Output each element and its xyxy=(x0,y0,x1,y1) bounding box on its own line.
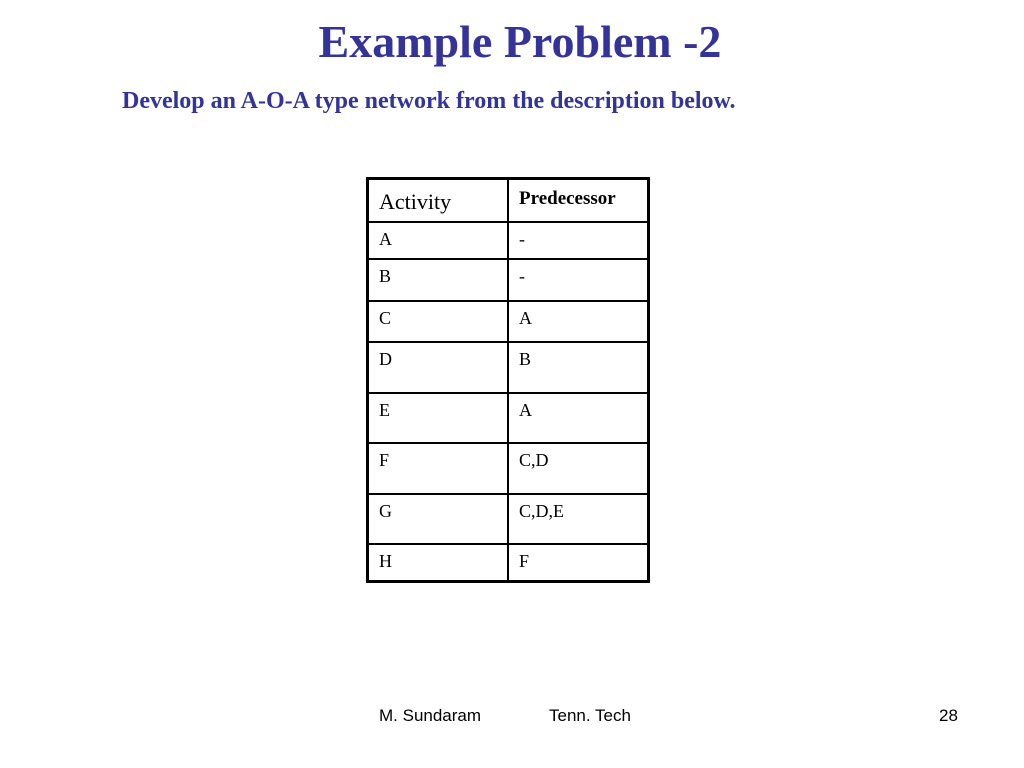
activity-cell: C xyxy=(368,301,509,342)
slide-number: 28 xyxy=(939,706,958,725)
table-row xyxy=(368,443,649,494)
activity-cell: H xyxy=(368,544,509,582)
slide-title: Example Problem -2 xyxy=(318,16,722,67)
activity-cell: B xyxy=(368,259,509,301)
table-row xyxy=(368,494,649,544)
column-header-activity: Activity xyxy=(368,179,509,222)
table-row xyxy=(368,301,649,342)
table-row xyxy=(368,222,649,259)
predecessor-cell: C,D,E xyxy=(508,494,649,544)
predecessor-cell: - xyxy=(508,259,649,301)
activity-cell: F xyxy=(368,443,509,494)
predecessor-cell: A xyxy=(508,393,649,443)
predecessor-cell: B xyxy=(508,342,649,393)
activity-cell: A xyxy=(368,222,509,259)
footer-author: M. Sundaram xyxy=(379,706,482,725)
table-row xyxy=(368,393,649,443)
activity-cell: D xyxy=(368,342,509,393)
slide-subtitle: Develop an A-O-A type network from the description below. xyxy=(122,88,736,114)
activity-cell: E xyxy=(368,393,509,443)
predecessor-cell: A xyxy=(508,301,649,342)
predecessor-cell: - xyxy=(508,222,649,259)
predecessor-cell: C,D xyxy=(508,443,649,494)
predecessor-cell: F xyxy=(508,544,649,582)
table-row xyxy=(368,259,649,301)
activity-cell: G xyxy=(368,494,509,544)
footer-organization: Tenn. Tech xyxy=(549,706,631,725)
column-header-predecessor: Predecessor xyxy=(508,179,649,222)
table-row xyxy=(368,342,649,393)
activity-predecessor-table xyxy=(366,177,650,583)
table-header-row xyxy=(368,179,649,222)
table-row xyxy=(368,544,649,582)
